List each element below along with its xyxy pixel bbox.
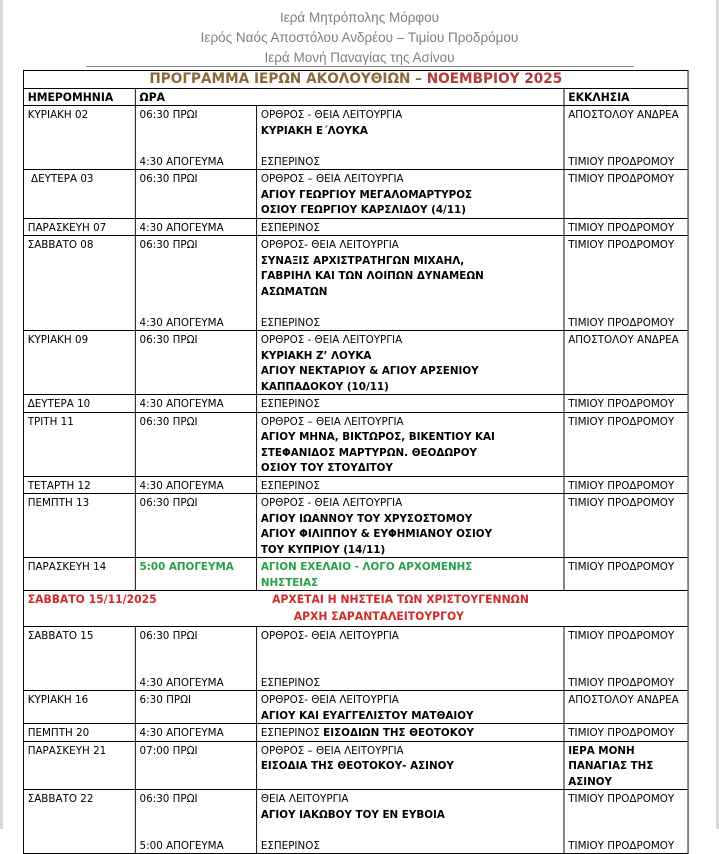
time-cell: 4:30 ΑΠΟΓΕΥΜΑ [135,395,256,413]
service-name: ΘΕΙΑ ΛΕΙΤΟΥΡΓΙΑ [260,792,349,805]
date-cell: ΤΕΤΑΡΤΗ 12 [23,476,135,494]
church-cell: ΤΙΜΙΟΥ ΠΡΟΔΡΟΜΟΥ [564,412,688,476]
document-header [0,8,719,68]
feast-name: ΑΣΩΜΑΤΩΝ [260,284,328,298]
church-name: ΑΠΟΣΤΟΛΟΥ ΑΝΔΡΕΑ [568,108,679,121]
time-cell: 06:30 ΠΡΩΙ [135,170,256,219]
date-cell: ΚΥΡΙΑΚΗ 02 [23,106,135,170]
date-cell: ΣΑΒΒΑΤΟ 15 [23,627,135,691]
table-row [23,331,688,395]
feast-name: ΣΥΝΑΞΙΣ ΑΡΧΙΣΤΡΑΤΗΓΩΝ ΜΙΧΑΗΛ, [260,253,465,267]
service-name: ΕΣΠΕΡΙΝΟΣ [260,726,320,739]
service-name: ΕΣΠΕΡΙΝΟΣ [260,675,320,689]
service-cell [257,691,564,724]
feast-name: ΟΣΙΟΥ ΤΟΥ ΣΤΟΥΔΙΤΟΥ [260,461,393,474]
service-name: ΟΡΘΡΟΣ - ΘΕΙΑ ΛΕΙΤΟΥΡΓΙΑ [260,333,403,346]
church-name: ΤΙΜΙΟΥ ΠΡΟΔΡΟΜΟΥ [568,792,675,805]
service-cell [257,627,564,691]
service-cell [257,494,564,558]
table-row [23,691,688,724]
date-cell: ΠΑΡΑΣΚΕΥΗ 07 [23,218,135,236]
time-cell: 5:00 ΑΠΟΓΕΥΜΑ [135,558,256,591]
church-cell: ΑΠΟΣΤΟΛΟΥ ΑΝΔΡΕΑ [564,691,688,724]
header-metropolis: Ιερά Μητρόπολης Μόρφου [279,10,440,25]
service-name: ΑΓΙΟΝ ΕΧΕΛΑΙΟ - ΛΟΓΟ ΑΡΧΟΜΕΝΗΣ [260,560,473,573]
feast-name: ΑΓΙΟΥ ΝΕΚΤΑΡΙΟΥ & ΑΓΙΟΥ ΑΡΣΕΝΙΟΥ [260,364,479,377]
date-cell: ΤΡΙΤΗ 11 [23,412,135,476]
table-row [23,476,688,494]
date-cell: ΠΑΡΑΣΚΕΥΗ 21 [23,741,135,790]
feast-name: ΓΑΒΡΙΗΛ ΚΑΙ ΤΩΝ ΛΟΙΠΩΝ ΔΥΝΑΜΕΩΝ [260,269,484,282]
date-cell: ΚΥΡΙΑΚΗ 09 [23,331,135,395]
time-morning: 06:30 ΠΡΩΙ [139,629,198,642]
notice-line2: ΑΡΧΗ ΣΑΡΑΝΤΑΛΕΙΤΟΥΡΓΟΥ [293,609,464,623]
time-morning: 06:30 ΠΡΩΙ [139,238,198,251]
fasting-notice [23,591,688,627]
time-morning: 06:30 ΠΡΩΙ [139,108,198,121]
table-row [23,790,688,854]
feast-name: ΕΙΣΟΔΙΩΝ ΤΗΣ ΘΕΟΤΟΚΟΥ [323,726,474,739]
service-cell [257,331,564,395]
table-row [23,395,688,413]
service-name: ΟΡΘΡΟΣ- ΘΕΙΑ ΛΕΙΤΟΥΡΓΙΑ [260,238,399,251]
church-name: ΤΙΜΙΟΥ ΠΡΟΔΡΟΜΟΥ [568,838,675,852]
feast-name: ΚΑΠΠΑΔΟΚΟΥ (10/11) [260,379,389,393]
service-name: ΕΣΠΕΡΙΝΟΣ [260,154,320,168]
notice-line1: ΑΡΧΕΤΑΙ Η ΝΗΣΤΕΙΑ ΤΩΝ ΧΡΙΣΤΟΥΓΕΝΝΩΝ [272,592,529,606]
column-header-time: ΩΡΑ [135,88,564,106]
church-cell: ΤΙΜΙΟΥ ΠΡΟΔΡΟΜΟΥ [564,724,688,742]
church-name: ΤΙΜΙΟΥ ΠΡΟΔΡΟΜΟΥ [568,629,675,642]
time-evening: 4:30 ΑΠΟΓΕΥΜΑ [139,315,224,329]
church-cell [564,790,688,854]
feast-name: ΑΓΙΟΥ ΓΕΩΡΓΙΟΥ ΜΕΓΑΛΟΜΑΡΤΥΡΟΣ [260,187,473,201]
church-name: ΠΑΝΑΓΙΑΣ ΤΗΣ [568,759,654,772]
header-church: Ιερός Ναός Αποστόλου Ανδρέου – Τιμίου Προδρόμου [200,30,519,45]
table-row [23,627,688,691]
time-cell: 06:30 ΠΡΩΙ [135,331,256,395]
table-row [23,218,688,236]
service-cell [257,106,564,170]
church-cell: ΤΙΜΙΟΥ ΠΡΟΔΡΟΜΟΥ [564,494,688,558]
column-header-row [23,88,688,106]
service-name: ΝΗΣΤΕΙΑΣ [260,575,319,589]
service-name: ΟΡΘΡΟΣ- ΘΕΙΑ ΛΕΙΤΟΥΡΓΙΑ [260,629,399,642]
header-divider [86,66,634,67]
title-row [23,71,688,89]
service-name: ΟΡΘΡΟΣ - ΘΕΙΑ ΛΕΙΤΟΥΡΓΙΑ [260,108,403,121]
church-cell: ΤΙΜΙΟΥ ΠΡΟΔΡΟΜΟΥ [564,476,688,494]
feast-name: ΑΓΙΟΥ ΙΑΚΩΒΟΥ ΤΟΥ ΕΝ ΕΥΒΟΙΑ [260,807,445,821]
table-row [23,170,688,219]
date-cell: ΔΕΥΤΕΡΑ 10 [23,395,135,413]
feast-name: ΕΙΣΟΔΙΑ ΤΗΣ ΘΕΟΤΟΚΟΥ- ΑΣΙΝΟΥ [260,759,454,772]
date-text: ΔΕΥΤΕΡΑ 03 [30,172,94,185]
table-row [23,558,688,591]
date-cell: ΚΥΡΙΑΚΗ 16 [23,691,135,724]
feast-name: ΤΟΥ ΚΥΠΡΙΟΥ (14/11) [260,542,386,556]
time-cell: 4:30 ΑΠΟΓΕΥΜΑ [135,218,256,236]
service-name: ΟΡΘΡΟΣ – ΘΕΙΑ ΛΕΙΤΟΥΡΓΙΑ [260,414,404,428]
title-part2: ΝΟΕΜΒΡΙΟΥ 2025 [426,71,563,87]
service-cell [257,558,564,591]
title-part1: ΠΡΟΓΡΑΜΜΑ ΙΕΡΩΝ ΑΚΟΛΟΥΘΙΩΝ – [149,71,427,87]
church-name: ΙΕΡΑ ΜΟΝΗ [568,743,635,757]
date-cell: ΠΕΜΠΤΗ 13 [23,494,135,558]
header-monastery: Ιερά Μονή Παναγίας της Ασίνου [264,50,455,65]
church-cell: ΤΙΜΙΟΥ ΠΡΟΔΡΟΜΟΥ [564,170,688,219]
feast-name: ΑΓΙΟΥ ΦΙΛΙΠΠΟΥ & ΕΥΦΗΜΙΑΝΟΥ ΟΣΙΟΥ [260,527,493,540]
time-morning: 06:30 ΠΡΩΙ [139,792,198,805]
table-row [23,412,688,476]
column-header-church: ΕΚΚΛΗΣΙΑ [564,88,688,106]
time-cell: 4:30 ΑΠΟΓΕΥΜΑ [135,724,256,742]
service-name: ΟΡΘΡΟΣ – ΘΕΙΑ ΛΕΙΤΟΥΡΓΙΑ [260,743,404,757]
service-cell [257,412,564,476]
time-evening: 5:00 ΑΠΟΓΕΥΜΑ [139,838,224,852]
feast-name: ΣΤΕΦΑΝΙΔΟΣ ΜΑΡΤΥΡΩΝ. ΘΕΟΔΩΡΟΥ [260,445,478,459]
church-name: ΤΙΜΙΟΥ ΠΡΟΔΡΟΜΟΥ [568,154,675,168]
service-name: ΟΡΘΡΟΣ – ΘΕΙΑ ΛΕΙΤΟΥΡΓΙΑ [260,172,404,185]
table-row [23,741,688,790]
church-cell: ΑΠΟΣΤΟΛΟΥ ΑΝΔΡΕΑ [564,331,688,395]
feast-name: ΑΓΙΟΥ ΙΩΑΝΝΟΥ ΤΟΥ ΧΡΥΣΟΣΤΟΜΟΥ [260,511,473,525]
time-cell [135,790,256,854]
service-name: ΕΣΠΕΡΙΝΟΣ [260,838,320,852]
feast-name: ΚΥΡΙΑΚΗ Ε΄ΛΟΥΚΑ [260,123,368,137]
church-name: ΤΙΜΙΟΥ ΠΡΟΔΡΟΜΟΥ [568,238,675,251]
church-name: ΤΙΜΙΟΥ ΠΡΟΔΡΟΜΟΥ [568,675,675,689]
service-cell [257,790,564,854]
time-cell [135,106,256,170]
time-cell: 4:30 ΑΠΟΓΕΥΜΑ [135,476,256,494]
church-cell: ΤΙΜΙΟΥ ΠΡΟΔΡΟΜΟΥ [564,558,688,591]
feast-name: ΚΥΡΙΑΚΗ Ζ’ ΛΟΥΚΑ [260,348,372,362]
feast-name: ΑΓΙΟΥ ΚΑΙ ΕΥΑΓΓΕΛΙΣΤΟΥ ΜΑΤΘΑΙΟΥ [260,708,474,722]
service-cell [257,170,564,219]
service-cell [257,741,564,790]
feast-name: ΑΓΙΟΥ ΜΗΝΑ, ΒΙΚΤΩΡΟΣ, ΒΙΚΕΝΤΙΟΥ ΚΑΙ [260,430,495,443]
table-row [23,724,688,742]
church-name: ΤΙΜΙΟΥ ΠΡΟΔΡΟΜΟΥ [568,315,675,329]
church-cell [564,627,688,691]
service-name: ΟΡΘΡΟΣ- ΘΕΙΑ ΛΕΙΤΟΥΡΓΙΑ [260,693,399,706]
table-row [23,236,688,331]
church-cell [564,741,688,790]
fasting-notice-row [23,591,688,627]
church-cell: ΤΙΜΙΟΥ ΠΡΟΔΡΟΜΟΥ [564,395,688,413]
time-evening: 4:30 ΑΠΟΓΕΥΜΑ [139,154,224,168]
service-name: ΟΡΘΡΟΣ - ΘΕΙΑ ΛΕΙΤΟΥΡΓΙΑ [260,496,403,509]
service-cell: ΕΣΠΕΡΙΝΟΣ [257,476,564,494]
service-cell: ΕΣΠΕΡΙΝΟΣ [257,218,564,236]
time-cell: 06:30 ΠΡΩΙ [135,412,256,476]
table-row [23,494,688,558]
service-name: ΕΣΠΕΡΙΝΟΣ [260,315,320,329]
church-cell: ΤΙΜΙΟΥ ΠΡΟΔΡΟΜΟΥ [564,218,688,236]
time-evening: 4:30 ΑΠΟΓΕΥΜΑ [139,675,224,689]
service-cell [257,724,564,742]
column-header-date: ΗΜΕΡΟΜΗΝΙΑ [23,88,135,106]
feast-name: ΟΣΙΟΥ ΓΕΩΡΓΙΟΥ ΚΑΡΣΛΙΔΟΥ (4/11) [260,203,466,216]
service-cell [257,236,564,331]
date-cell: ΣΑΒΒΑΤΟ 08 [23,236,135,331]
date-cell: ΣΑΒΒΑΤΟ 22 [23,790,135,854]
time-cell [135,627,256,691]
schedule-title [23,71,688,89]
table-row [23,106,688,170]
page-edge-left [0,0,3,829]
church-name: ΑΣΙΝΟΥ [568,774,613,788]
church-cell [564,236,688,331]
time-cell: 6:30 ΠΡΩΙ [135,691,256,724]
time-cell [135,236,256,331]
notice-date: ΣΑΒΒΑΤΟ 15/11/2025 [27,592,157,606]
service-cell: ΕΣΠΕΡΙΝΟΣ [257,395,564,413]
date-cell: ΠΕΜΠΤΗ 20 [23,724,135,742]
time-cell: 06:30 ΠΡΩΙ [135,494,256,558]
date-cell [23,170,135,219]
time-cell: 07:00 ΠΡΩΙ [135,741,256,790]
date-cell: ΠΑΡΑΣΚΕΥΗ 14 [23,558,135,591]
schedule-table [23,70,689,854]
church-cell [564,106,688,170]
